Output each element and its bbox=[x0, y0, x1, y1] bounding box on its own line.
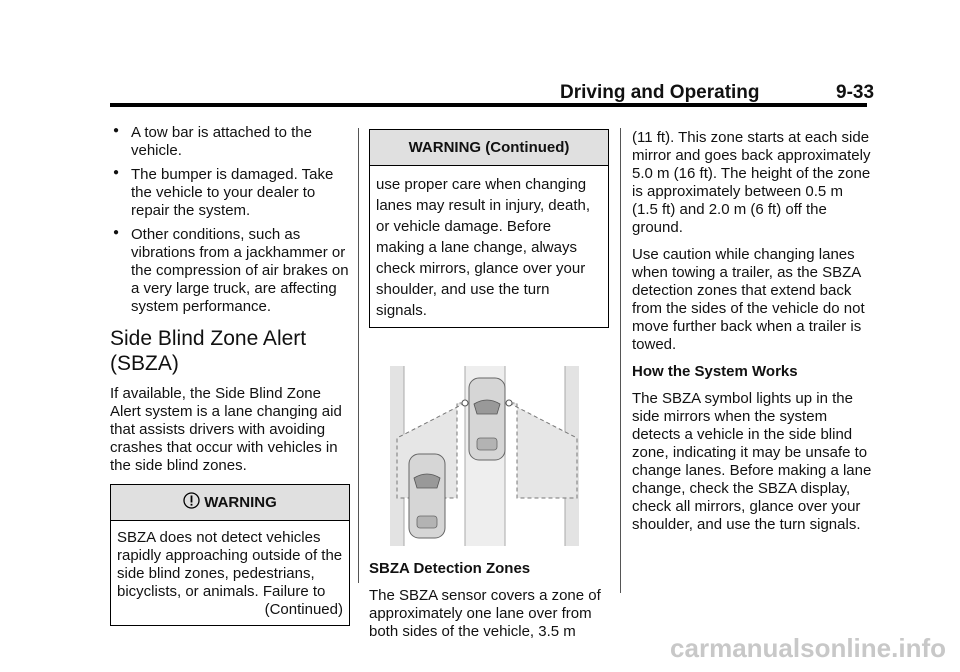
section-header: Driving and Operating bbox=[560, 82, 760, 103]
warning-header: WARNING (Continued) bbox=[370, 130, 608, 166]
condition-list bbox=[110, 124, 350, 316]
host-vehicle bbox=[469, 378, 505, 460]
warning-text: SBZA does not detect vehicles rapidly approaching outside of the side blind zones, pedestrians, bicyclists, or animals. Failure to bbox=[117, 529, 343, 600]
page-number: 9-33 bbox=[836, 82, 875, 103]
column-divider-2 bbox=[620, 128, 621, 593]
list-item: ● The bumper is damaged. Take the vehicle to your dealer to repair the system. bbox=[113, 166, 334, 219]
warning-body bbox=[370, 166, 608, 327]
list-item: ● Other conditions, such as vibrations from a jackhammer or the compression of air brakes on a very large truck, are affecting system performance. bbox=[113, 226, 349, 315]
watermark: carmanualsonline.info bbox=[670, 633, 946, 663]
body-paragraph: The SBZA symbol lights up in the side mirrors when the system detects a vehicle in the side blind zone, indicating it may be unsafe to change lanes. Before making a lane change, check the SBZA display, check all mirrors, glance over your shoulder, and use the turn signals. bbox=[632, 390, 872, 533]
continued-label: (Continued) bbox=[264, 601, 343, 618]
body-paragraph: The SBZA sensor covers a zone of approximately one lane over from both sides of the vehicle, 3.5 m bbox=[369, 587, 601, 640]
right-sensor bbox=[506, 400, 512, 406]
bullet-icon: ● bbox=[113, 125, 120, 136]
warning-text: use proper care when changing lanes may result in injury, death, or vehicle damage. Before making a lane change, always check mirrors, glance over your shoulder, and use the turn signals. bbox=[376, 176, 590, 319]
warning-header bbox=[111, 485, 349, 521]
subheading: How the System Works bbox=[632, 363, 798, 380]
warning-box bbox=[110, 484, 350, 626]
figure-caption: SBZA Detection Zones bbox=[369, 560, 531, 577]
warning-symbol-icon bbox=[183, 492, 200, 509]
left-sensor bbox=[462, 400, 468, 406]
adjacent-vehicle bbox=[409, 454, 445, 538]
warning-box-continued bbox=[369, 129, 609, 328]
column-divider-1 bbox=[358, 128, 359, 583]
list-item: ● A tow bar is attached to the vehicle. bbox=[113, 124, 312, 159]
warning-body bbox=[111, 521, 349, 625]
bullet-icon: ● bbox=[113, 167, 120, 178]
intro-paragraph: If available, the Side Blind Zone Alert system is a lane changing aid that assists drivers with avoiding crashes that occur with vehicles in the side blind zones. bbox=[110, 385, 342, 474]
sbza-detection-zones-figure bbox=[387, 366, 617, 546]
column-2 bbox=[369, 129, 609, 650]
bullet-icon: ● bbox=[113, 227, 120, 238]
column-1 bbox=[110, 124, 350, 626]
body-paragraph: Use caution while changing lanes when towing a trailer, as the SBZA detection zones that extend back from the sides of the vehicle do not move further back when a trailer is towed. bbox=[632, 246, 865, 353]
section-title: Side Blind Zone Alert (SBZA) bbox=[110, 327, 307, 375]
body-paragraph: (11 ft). This zone starts at each side mirror and goes back approximately 5.0 m (16 ft). The height of the zone is approximately between 0.5 m (1.5 ft) and 2.0 m (6 ft) off the ground. bbox=[632, 129, 871, 236]
warning-title: WARNING bbox=[204, 494, 277, 511]
header-rule bbox=[110, 103, 867, 107]
column-3 bbox=[632, 129, 872, 543]
